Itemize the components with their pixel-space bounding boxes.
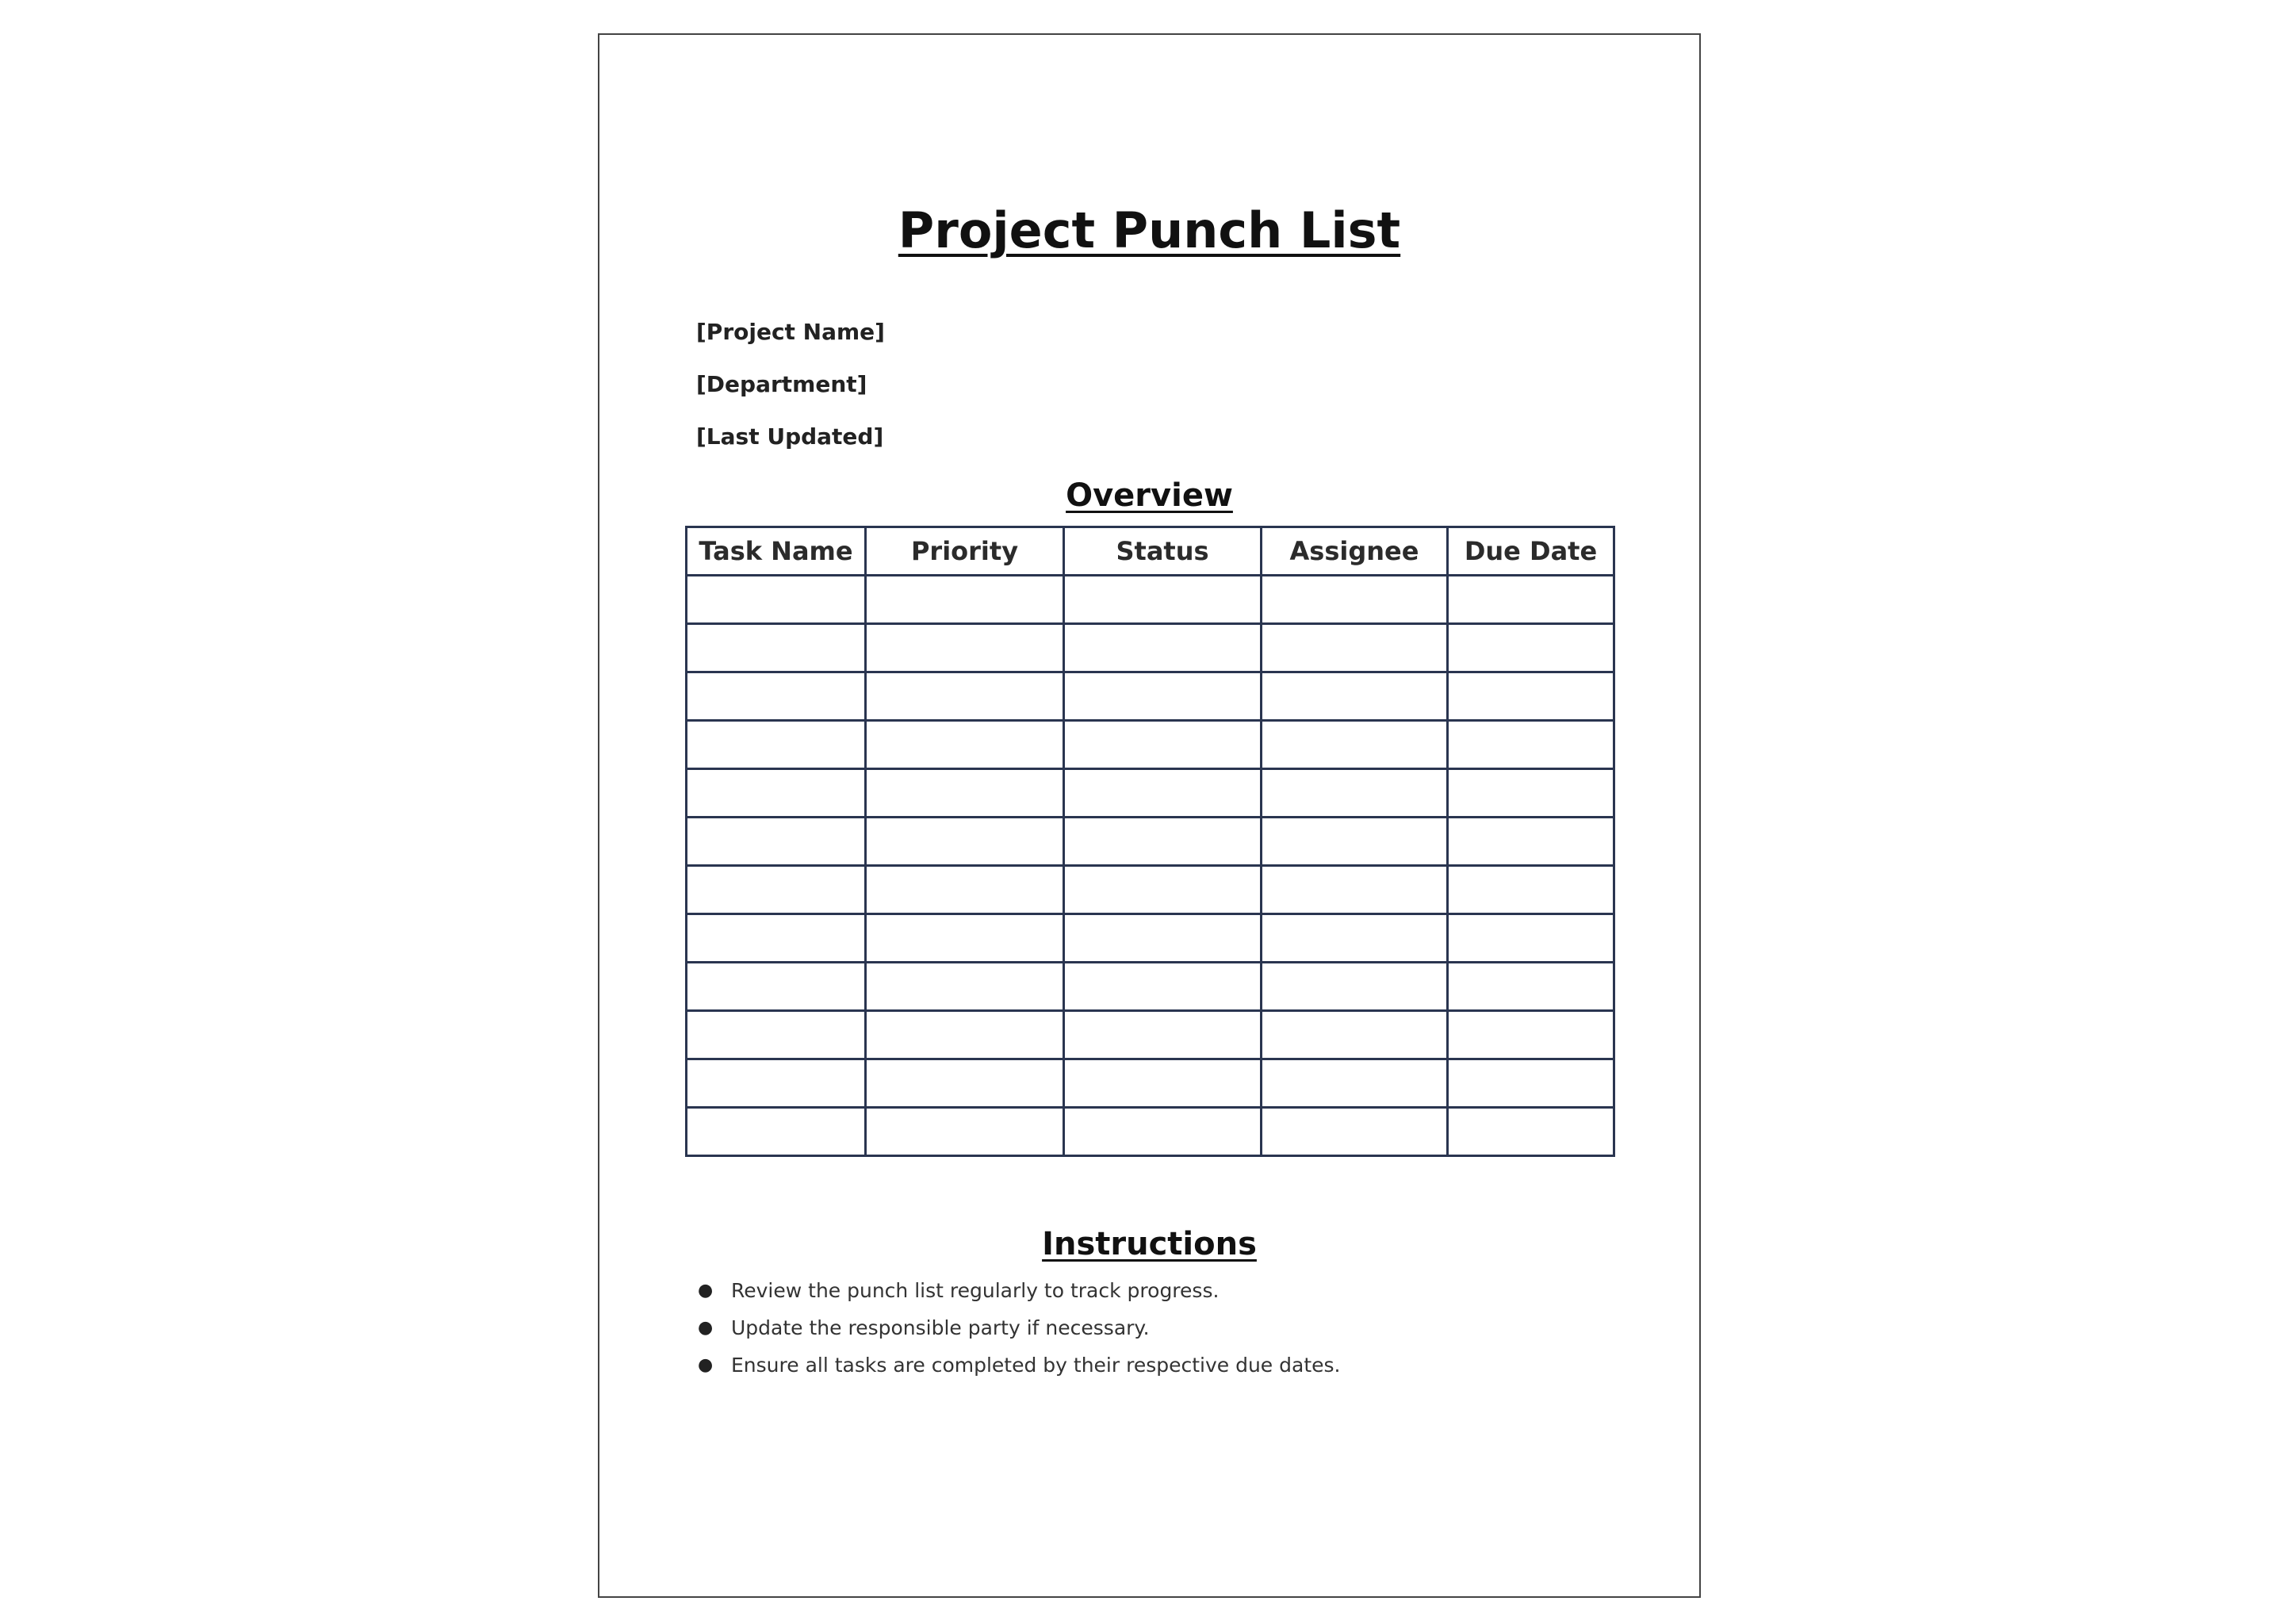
table-cell bbox=[1448, 818, 1614, 866]
table-cell bbox=[687, 721, 866, 769]
table-cell bbox=[1064, 576, 1262, 624]
column-header-assignee: Assignee bbox=[1262, 527, 1448, 576]
table-cell bbox=[1448, 769, 1614, 818]
table-cell bbox=[866, 721, 1064, 769]
table-cell bbox=[1064, 624, 1262, 672]
bullet-icon: ● bbox=[698, 1318, 714, 1338]
table-cell bbox=[866, 818, 1064, 866]
table-row bbox=[687, 624, 1614, 672]
column-header-task-name: Task Name bbox=[687, 527, 866, 576]
table-cell bbox=[1262, 672, 1448, 721]
table-cell bbox=[1448, 672, 1614, 721]
table-cell bbox=[687, 624, 866, 672]
table-header-row bbox=[687, 527, 1614, 576]
table-cell bbox=[1448, 721, 1614, 769]
table-cell bbox=[1262, 818, 1448, 866]
table-cell bbox=[1064, 914, 1262, 963]
table-cell bbox=[1262, 914, 1448, 963]
table-cell bbox=[1448, 1059, 1614, 1108]
instruction-text: Update the responsible party if necessary. bbox=[731, 1316, 1150, 1339]
table-cell bbox=[1064, 672, 1262, 721]
table-body bbox=[687, 576, 1614, 1156]
table-cell bbox=[1262, 576, 1448, 624]
table-row bbox=[687, 769, 1614, 818]
table-cell bbox=[1262, 624, 1448, 672]
column-header-status: Status bbox=[1064, 527, 1262, 576]
table-cell bbox=[866, 624, 1064, 672]
bullet-icon: ● bbox=[698, 1281, 714, 1300]
punch-list-table bbox=[685, 526, 1615, 1157]
table-row bbox=[687, 914, 1614, 963]
project-name-field: [Project Name] bbox=[696, 319, 885, 345]
last-updated-field: [Last Updated] bbox=[696, 423, 884, 450]
table-cell bbox=[687, 963, 866, 1011]
table-cell bbox=[687, 1108, 866, 1156]
column-header-priority: Priority bbox=[866, 527, 1064, 576]
document-title: Project Punch List bbox=[898, 201, 1401, 259]
table-row bbox=[687, 1108, 1614, 1156]
table-cell bbox=[687, 866, 866, 914]
table-cell bbox=[866, 963, 1064, 1011]
table-cell bbox=[866, 672, 1064, 721]
table-cell bbox=[1262, 963, 1448, 1011]
table-cell bbox=[1448, 914, 1614, 963]
table-cell bbox=[687, 672, 866, 721]
table-row bbox=[687, 721, 1614, 769]
table-cell bbox=[687, 914, 866, 963]
department-field: [Department] bbox=[696, 371, 867, 397]
table-row bbox=[687, 963, 1614, 1011]
table-cell bbox=[1064, 1011, 1262, 1059]
table-cell bbox=[687, 576, 866, 624]
table-cell bbox=[866, 1011, 1064, 1059]
table-cell bbox=[687, 818, 866, 866]
instruction-text: Review the punch list regularly to track progress. bbox=[731, 1279, 1220, 1302]
instructions-list bbox=[696, 1272, 1340, 1384]
instruction-item bbox=[696, 1346, 1340, 1384]
table-cell bbox=[1448, 624, 1614, 672]
table-cell bbox=[1064, 963, 1262, 1011]
table-cell bbox=[866, 769, 1064, 818]
table-cell bbox=[1064, 818, 1262, 866]
table-row bbox=[687, 818, 1614, 866]
table-row bbox=[687, 576, 1614, 624]
table-row bbox=[687, 866, 1614, 914]
instruction-text: Ensure all tasks are completed by their respective due dates. bbox=[731, 1354, 1341, 1377]
table-cell bbox=[1262, 866, 1448, 914]
table-row bbox=[687, 1011, 1614, 1059]
instructions-heading: Instructions bbox=[1042, 1226, 1257, 1262]
table-cell bbox=[866, 576, 1064, 624]
table-cell bbox=[1064, 769, 1262, 818]
table-cell bbox=[687, 1059, 866, 1108]
table-cell bbox=[1448, 576, 1614, 624]
table-cell bbox=[1064, 866, 1262, 914]
table-cell bbox=[866, 1108, 1064, 1156]
document-page bbox=[598, 33, 1701, 1598]
instruction-item bbox=[696, 1309, 1340, 1346]
table-cell bbox=[866, 914, 1064, 963]
table-cell bbox=[1262, 1011, 1448, 1059]
instruction-item bbox=[696, 1272, 1340, 1309]
table-cell bbox=[687, 1011, 866, 1059]
table-row bbox=[687, 672, 1614, 721]
table-cell bbox=[866, 866, 1064, 914]
table-cell bbox=[1448, 1011, 1614, 1059]
table-cell bbox=[687, 769, 866, 818]
table-cell bbox=[1064, 1059, 1262, 1108]
bullet-icon: ● bbox=[698, 1355, 714, 1375]
column-header-due-date: Due Date bbox=[1448, 527, 1614, 576]
table-cell bbox=[1064, 1108, 1262, 1156]
table-cell bbox=[1064, 721, 1262, 769]
table-cell bbox=[1262, 1059, 1448, 1108]
table-cell bbox=[1262, 1108, 1448, 1156]
table-cell bbox=[1448, 1108, 1614, 1156]
table-cell bbox=[866, 1059, 1064, 1108]
table-cell bbox=[1448, 866, 1614, 914]
table-cell bbox=[1262, 769, 1448, 818]
table-cell bbox=[1262, 721, 1448, 769]
overview-heading: Overview bbox=[1066, 477, 1233, 514]
table-cell bbox=[1448, 963, 1614, 1011]
table-row bbox=[687, 1059, 1614, 1108]
